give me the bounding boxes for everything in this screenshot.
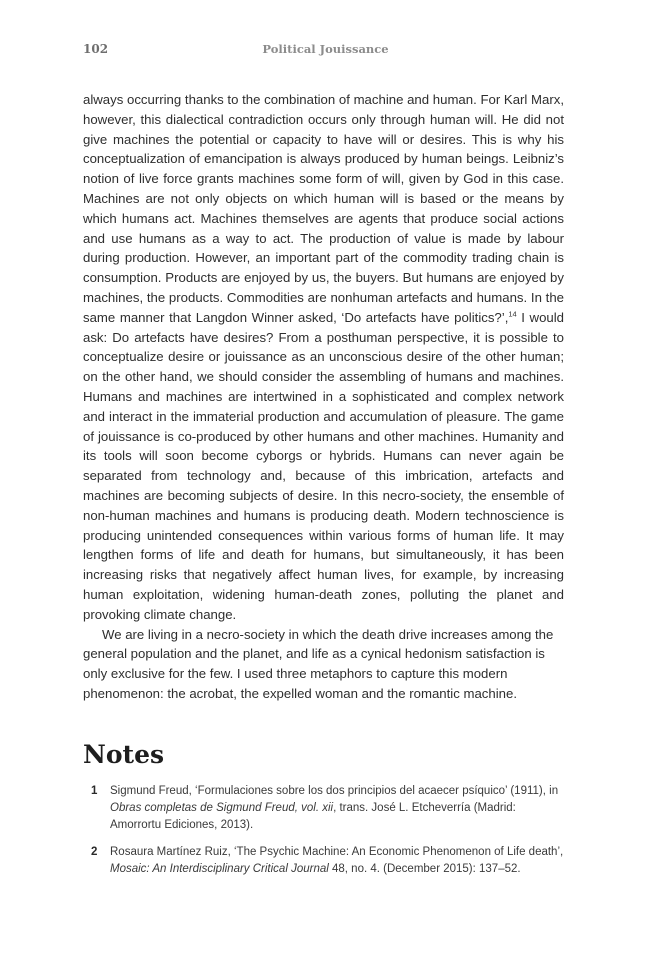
note-citation-details: , trans. José L. Etcheverría (Madrid: Amorrortu Ediciones, 2013). [110,802,516,831]
notes-heading: Notes [83,740,165,769]
note-text [110,785,558,831]
notes-list [86,783,566,888]
note-item [86,783,566,834]
page-number: 102 [83,42,109,56]
running-head [83,42,568,62]
note-item [86,844,566,878]
paragraph [83,90,564,625]
running-title: Political Jouissance [262,42,389,56]
note-number: 2 [91,846,98,858]
note-work-title: Obras completas de Sigmund Freud, vol. xii [110,802,334,814]
paragraph-text: always occurring thanks to the combination of machine and human. For Karl Marx, however, this dialectical contradiction occurs only through human will. He did not give machines the potential or capacity to have will or desires. This is why his conceptualization of emancipation is always produced by human beings. Leibniz’s notion of live force grants machines some form of will, given by God in this case. Machines are not only objects on which human will is based or the means by which humans act. Machines themselves are agents that produce social actions and use humans as a way to act. The production of value is made by labour during production. However, an important part of the commodity trading chain is consumption. Products are enjoyed by us, the buyers. But humans are enjoyed by machines, the products. Commodities are nonhuman artefacts and humans. In the same manner that Langdon Winner asked, ‘Do artefacts have politics?’, [83,92,564,325]
paragraph-text: I would ask: Do artefacts have desires? From a posthuman perspective, it is possible to conceptualize desire or jouissance as an unconscious desire of the other human; on the other hand, we should consider the assembling of humans and machines. Humans and machines are intertwined in a sophisticated and complex network and interact in the immaterial production and accumulation of pleasure. The game of jouissance is co-produced by other humans and other machines. Humanity and its tools will soon become cyborgs or hybrids. Humans can never again be separated from technology and, because of this imbrication, artefacts and machines are becoming subjects of desire. In this necro-society, the ensemble of non-human machines and humans is producing death. Modern technoscience is producing unintended consequences within various forms of human life. It may lengthen forms of life and death for humans, but simultaneously, it has been increasing risks that negatively affect human lives, for example, by increasing human exploitation, widening human-death zones, polluting the planet and provoking climate change. [83,309,565,622]
note-citation: Rosaura Martínez Ruiz, ‘The Psychic Machine: An Economic Phenomenon of Life death’, [110,846,564,858]
paragraph: We are living in a necro-society in which the death drive increases among the general population and the planet, and life as a cynical hedonism satisfaction is only exclusive for the few. I used three metaphors to capture this modern phenomenon: the acrobat, the expelled woman and the romantic machine. [83,626,554,701]
body-text [83,90,564,704]
note-number: 1 [91,785,98,797]
note-citation-details: 48, no. 4. (December 2015): 137–52. [328,863,521,875]
note-citation: Sigmund Freud, ‘Formulaciones sobre los dos principios del acaecer psíquico’ (1911), in [110,785,559,797]
note-text [110,846,563,875]
footnote-reference[interactable]: 14 [508,309,517,319]
note-work-title: Mosaic: An Interdisciplinary Critical Journal [110,863,329,875]
